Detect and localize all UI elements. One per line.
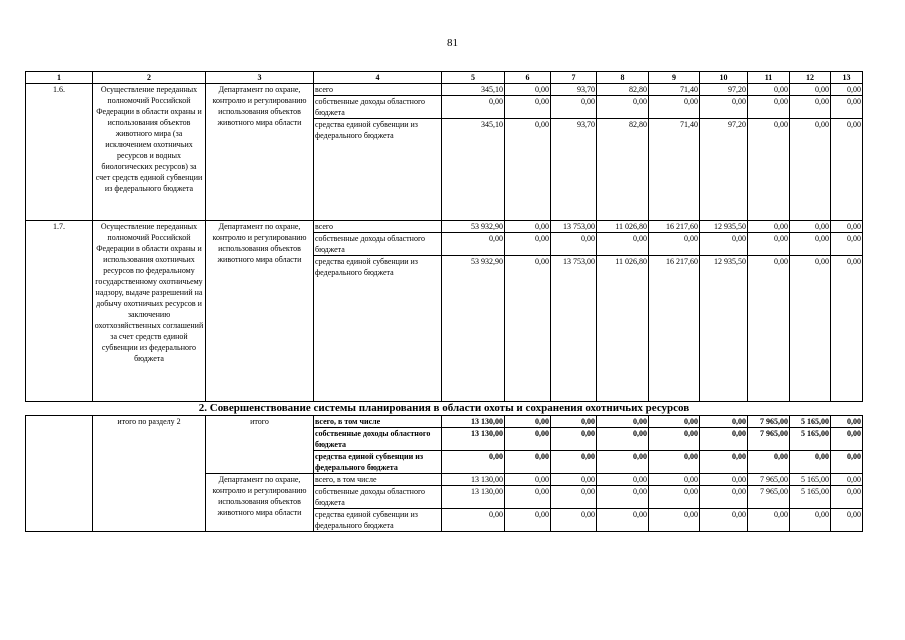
value-cell: 0,00 bbox=[649, 474, 700, 486]
executor: итого bbox=[206, 416, 314, 474]
value-cell: 0,00 bbox=[790, 221, 831, 233]
value-cell: 0,00 bbox=[748, 119, 790, 221]
value-cell: 0,00 bbox=[831, 509, 863, 532]
value-cell: 71,40 bbox=[649, 84, 700, 96]
value-cell: 0,00 bbox=[597, 474, 649, 486]
header-cell: 4 bbox=[314, 72, 442, 84]
funding-source: собственные доходы областного бюджета bbox=[314, 428, 442, 451]
value-cell: 0,00 bbox=[597, 233, 649, 256]
funding-source: средства единой субвенции из федерального бюджета bbox=[314, 509, 442, 532]
value-cell: 0,00 bbox=[831, 486, 863, 509]
value-cell: 0,00 bbox=[505, 84, 551, 96]
value-cell: 82,80 bbox=[597, 119, 649, 221]
value-cell: 0,00 bbox=[831, 416, 863, 428]
value-cell: 93,70 bbox=[551, 119, 597, 221]
funding-source: собственные доходы областного бюджета bbox=[314, 233, 442, 256]
header-cell: 9 bbox=[649, 72, 700, 84]
page-number: 81 bbox=[447, 37, 458, 49]
value-cell: 0,00 bbox=[700, 509, 748, 532]
value-cell: 0,00 bbox=[505, 233, 551, 256]
header-row bbox=[26, 72, 863, 84]
value-cell: 0,00 bbox=[551, 486, 597, 509]
value-cell: 0,00 bbox=[551, 416, 597, 428]
value-cell: 11 026,80 bbox=[597, 221, 649, 233]
value-cell: 0,00 bbox=[649, 416, 700, 428]
value-cell: 0,00 bbox=[505, 256, 551, 402]
value-cell: 0,00 bbox=[790, 451, 831, 474]
value-cell: 11 026,80 bbox=[597, 256, 649, 402]
value-cell: 0,00 bbox=[700, 451, 748, 474]
value-cell: 345,10 bbox=[442, 119, 505, 221]
value-cell: 0,00 bbox=[551, 233, 597, 256]
value-cell: 0,00 bbox=[748, 451, 790, 474]
value-cell: 82,80 bbox=[597, 84, 649, 96]
value-cell: 0,00 bbox=[597, 451, 649, 474]
value-cell: 97,20 bbox=[700, 119, 748, 221]
funding-source: всего, в том числе bbox=[314, 416, 442, 428]
funding-source: собственные доходы областного бюджета bbox=[314, 96, 442, 119]
value-cell: 53 932,90 bbox=[442, 256, 505, 402]
header-cell: 13 bbox=[831, 72, 863, 84]
value-cell: 7 965,00 bbox=[748, 486, 790, 509]
value-cell: 0,00 bbox=[831, 119, 863, 221]
value-cell: 0,00 bbox=[649, 486, 700, 509]
header-cell: 7 bbox=[551, 72, 597, 84]
section-heading-row bbox=[26, 402, 863, 416]
value-cell: 0,00 bbox=[442, 233, 505, 256]
header-cell: 5 bbox=[442, 72, 505, 84]
value-cell: 0,00 bbox=[700, 428, 748, 451]
value-cell: 0,00 bbox=[831, 474, 863, 486]
value-cell: 0,00 bbox=[831, 84, 863, 96]
value-cell: 0,00 bbox=[831, 451, 863, 474]
empty-cell bbox=[26, 416, 93, 532]
value-cell: 13 130,00 bbox=[442, 486, 505, 509]
value-cell: 0,00 bbox=[442, 509, 505, 532]
table-row bbox=[26, 84, 863, 96]
value-cell: 0,00 bbox=[700, 416, 748, 428]
executor: Департамент по охране, контролю и регулированию использования объектов животного мира области bbox=[206, 84, 314, 221]
value-cell: 0,00 bbox=[790, 84, 831, 96]
value-cell: 0,00 bbox=[505, 96, 551, 119]
value-cell: 0,00 bbox=[505, 221, 551, 233]
funding-source: средства единой субвенции из федерального бюджета bbox=[314, 256, 442, 402]
value-cell: 0,00 bbox=[649, 233, 700, 256]
value-cell: 12 935,50 bbox=[700, 256, 748, 402]
value-cell: 12 935,50 bbox=[700, 221, 748, 233]
value-cell: 0,00 bbox=[505, 509, 551, 532]
value-cell: 7 965,00 bbox=[748, 474, 790, 486]
row-number: 1.6. bbox=[26, 84, 93, 221]
value-cell: 5 165,00 bbox=[790, 416, 831, 428]
value-cell: 5 165,00 bbox=[790, 486, 831, 509]
value-cell: 0,00 bbox=[649, 451, 700, 474]
value-cell: 13 753,00 bbox=[551, 256, 597, 402]
value-cell: 0,00 bbox=[790, 256, 831, 402]
value-cell: 0,00 bbox=[505, 451, 551, 474]
value-cell: 0,00 bbox=[649, 428, 700, 451]
value-cell: 0,00 bbox=[700, 474, 748, 486]
funding-source: всего bbox=[314, 221, 442, 233]
header-cell: 10 bbox=[700, 72, 748, 84]
value-cell: 0,00 bbox=[597, 509, 649, 532]
value-cell: 0,00 bbox=[831, 256, 863, 402]
funding-source: средства единой субвенции из федерального бюджета bbox=[314, 451, 442, 474]
value-cell: 16 217,60 bbox=[649, 256, 700, 402]
value-cell: 0,00 bbox=[505, 428, 551, 451]
value-cell: 13 130,00 bbox=[442, 474, 505, 486]
funding-source: всего, в том числе bbox=[314, 474, 442, 486]
table-row bbox=[26, 416, 863, 428]
executor: Департамент по охране, контролю и регулированию использования объектов животного мира области bbox=[206, 474, 314, 532]
value-cell: 0,00 bbox=[790, 509, 831, 532]
value-cell: 7 965,00 bbox=[748, 428, 790, 451]
value-cell: 0,00 bbox=[597, 96, 649, 119]
value-cell: 5 165,00 bbox=[790, 474, 831, 486]
value-cell: 0,00 bbox=[790, 119, 831, 221]
header-cell: 11 bbox=[748, 72, 790, 84]
value-cell: 0,00 bbox=[700, 96, 748, 119]
executor: Департамент по охране, контролю и регулированию использования объектов животного мира области bbox=[206, 221, 314, 402]
value-cell: 0,00 bbox=[597, 486, 649, 509]
value-cell: 0,00 bbox=[700, 233, 748, 256]
header-cell: 2 bbox=[93, 72, 206, 84]
header-cell: 1 bbox=[26, 72, 93, 84]
value-cell: 345,10 bbox=[442, 84, 505, 96]
value-cell: 0,00 bbox=[748, 96, 790, 119]
value-cell: 0,00 bbox=[649, 96, 700, 119]
value-cell: 0,00 bbox=[831, 221, 863, 233]
value-cell: 0,00 bbox=[551, 451, 597, 474]
value-cell: 93,70 bbox=[551, 84, 597, 96]
value-cell: 0,00 bbox=[748, 221, 790, 233]
value-cell: 0,00 bbox=[551, 428, 597, 451]
value-cell: 53 932,90 bbox=[442, 221, 505, 233]
header-cell: 12 bbox=[790, 72, 831, 84]
value-cell: 0,00 bbox=[831, 96, 863, 119]
value-cell: 71,40 bbox=[649, 119, 700, 221]
budget-table bbox=[25, 71, 863, 532]
value-cell: 0,00 bbox=[505, 119, 551, 221]
funding-source: средства единой субвенции из федерального бюджета bbox=[314, 119, 442, 221]
value-cell: 0,00 bbox=[831, 428, 863, 451]
section-title: 2. Совершенствование системы планирования в области охоты и сохранения охотничьих ресурсов bbox=[26, 402, 863, 416]
table-row bbox=[26, 221, 863, 233]
value-cell: 0,00 bbox=[551, 509, 597, 532]
measure-name: Осуществление переданных полномочий Российской Федерации в области охраны и использования охотничьих ресурсов по федеральному государственному охотничьему надзору, выдаче разрешений на добычу охотничьих ресурсов и заключению охотхозяйственных соглашений за счет средств единой субвенции из федерального бюджета bbox=[93, 221, 206, 402]
header-cell: 8 bbox=[597, 72, 649, 84]
value-cell: 0,00 bbox=[442, 96, 505, 119]
value-cell: 0,00 bbox=[551, 474, 597, 486]
value-cell: 13 130,00 bbox=[442, 428, 505, 451]
value-cell: 0,00 bbox=[597, 428, 649, 451]
value-cell: 13 130,00 bbox=[442, 416, 505, 428]
value-cell: 16 217,60 bbox=[649, 221, 700, 233]
value-cell: 97,20 bbox=[700, 84, 748, 96]
value-cell: 0,00 bbox=[748, 233, 790, 256]
measure-name: Осуществление переданных полномочий Российской Федерации в области охраны и использования объектов животного мира (за исключением охотничьих ресурсов и водных биологических ресурсов) за счет средств единой субвенции из федерального бюджета bbox=[93, 84, 206, 221]
value-cell: 0,00 bbox=[790, 233, 831, 256]
header-cell: 6 bbox=[505, 72, 551, 84]
value-cell: 0,00 bbox=[442, 451, 505, 474]
value-cell: 0,00 bbox=[505, 486, 551, 509]
funding-source: всего bbox=[314, 84, 442, 96]
value-cell: 0,00 bbox=[700, 486, 748, 509]
value-cell: 0,00 bbox=[748, 509, 790, 532]
value-cell: 5 165,00 bbox=[790, 428, 831, 451]
header-cell: 3 bbox=[206, 72, 314, 84]
value-cell: 0,00 bbox=[597, 416, 649, 428]
value-cell: 0,00 bbox=[748, 256, 790, 402]
value-cell: 0,00 bbox=[505, 474, 551, 486]
value-cell: 13 753,00 bbox=[551, 221, 597, 233]
value-cell: 0,00 bbox=[748, 84, 790, 96]
value-cell: 0,00 bbox=[505, 416, 551, 428]
total-label: итого по разделу 2 bbox=[93, 416, 206, 532]
funding-source: собственные доходы областного бюджета bbox=[314, 486, 442, 509]
row-number: 1.7. bbox=[26, 221, 93, 402]
value-cell: 0,00 bbox=[831, 233, 863, 256]
value-cell: 0,00 bbox=[551, 96, 597, 119]
value-cell: 0,00 bbox=[790, 96, 831, 119]
value-cell: 7 965,00 bbox=[748, 416, 790, 428]
value-cell: 0,00 bbox=[649, 509, 700, 532]
